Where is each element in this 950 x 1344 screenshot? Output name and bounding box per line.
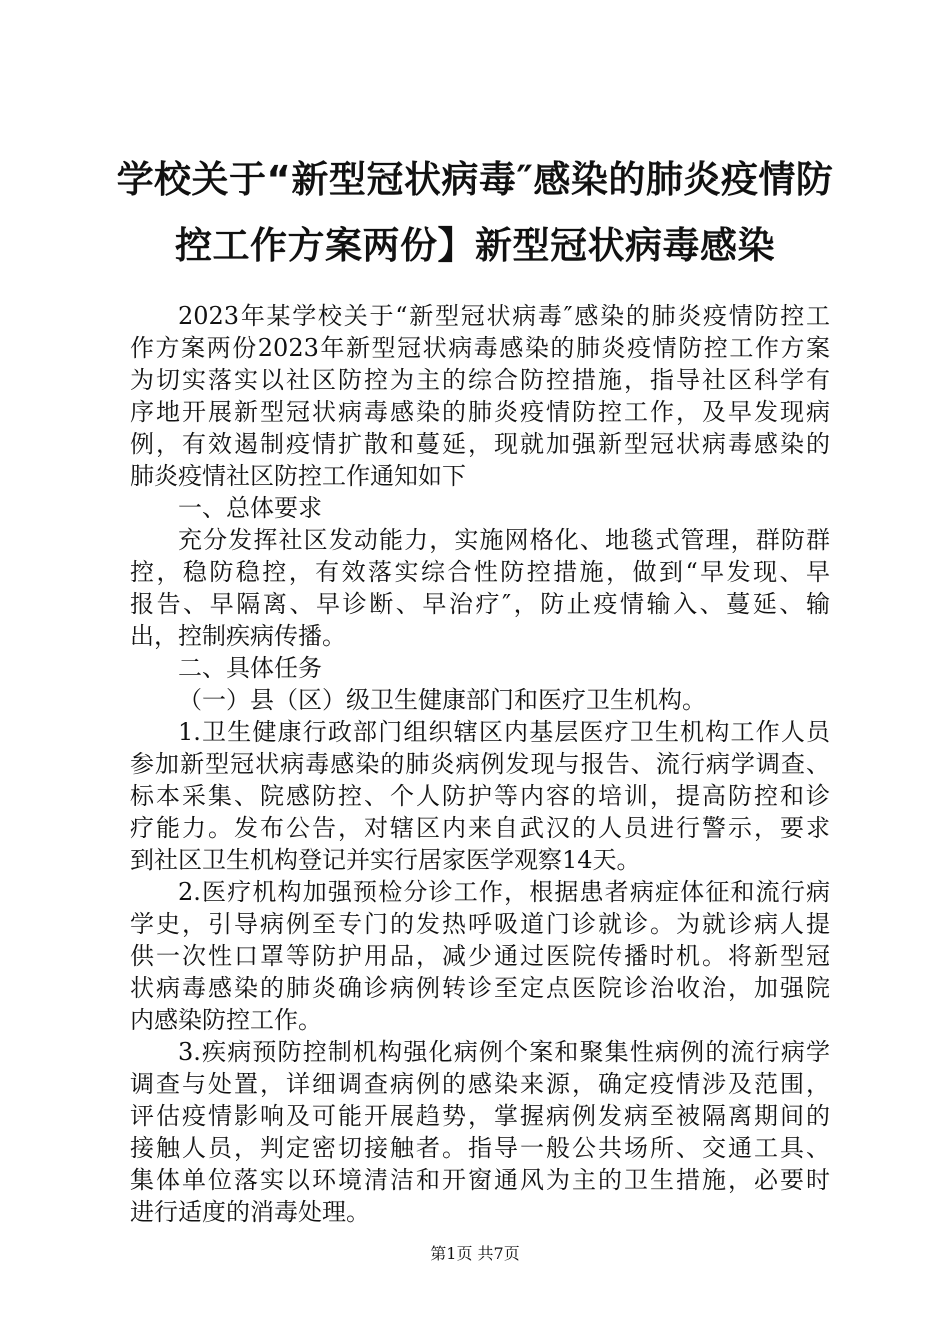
body-line: 集体单位落实以环境清洁和开窗通风为主的卫生措施，必要时 xyxy=(130,1166,830,1194)
body-line: 肺炎疫情社区防控工作通知如下 xyxy=(130,462,466,490)
body-line: 充分发挥社区发动能力，实施网格化、地毯式管理，群防群 xyxy=(178,526,830,554)
body-line: 2023年某学校关于“新型冠状病毒″感染的肺炎疫情防控工 xyxy=(178,302,830,330)
body-line: 序地开展新型冠状病毒感染的肺炎疫情防控工作，及早发现病 xyxy=(130,398,830,426)
body-line: 为切实落实以社区防控为主的综合防控措施，指导社区科学有 xyxy=(130,366,830,394)
body-line: 进行适度的消毒处理。 xyxy=(130,1198,370,1226)
body-line: 到社区卫生机构登记并实行居家医学观察14天。 xyxy=(130,846,641,874)
body-line: 一、总体要求 xyxy=(178,494,322,522)
document-title-line-1: 学校关于“新型冠状病毒″感染的肺炎疫情防 xyxy=(116,158,834,201)
body-line: 学史，引导病例至专门的发热呼吸道门诊就诊。为就诊病人提 xyxy=(130,910,830,938)
body-line: 出，控制疾病传播。 xyxy=(130,622,346,650)
body-line: 评估疫情影响及可能开展趋势，掌握病例发病至被隔离期间的 xyxy=(130,1102,830,1130)
body-line: 参加新型冠状病毒感染的肺炎病例发现与报告、流行病学调查、 xyxy=(130,750,830,778)
body-line: 疗能力。发布公告，对辖区内来自武汉的人员进行警示，要求 xyxy=(130,814,830,842)
document-body xyxy=(130,300,830,1228)
body-line: 供一次性口罩等防护用品，减少通过医院传播时机。将新型冠 xyxy=(130,942,830,970)
body-line: 二、具体任务 xyxy=(178,654,322,682)
body-line: 标本采集、院感防控、个人防护等内容的培训，提高防控和诊 xyxy=(130,782,830,810)
body-line: （一）县（区）级卫生健康部门和医疗卫生机构。 xyxy=(178,686,706,714)
body-line: 接触人员，判定密切接触者。指导一般公共场所、交通工具、 xyxy=(130,1134,830,1162)
body-line: 作方案两份2023年新型冠状病毒感染的肺炎疫情防控工作方案 xyxy=(130,334,830,362)
body-line: 3.疾病预防控制机构强化病例个案和聚集性病例的流行病学 xyxy=(178,1038,830,1066)
body-line: 例，有效遏制疫情扩散和蔓延，现就加强新型冠状病毒感染的 xyxy=(130,430,830,458)
body-line: 报告、早隔离、早诊断、早治疗″，防止疫情输入、蔓延、输 xyxy=(130,590,830,618)
body-line: 状病毒感染的肺炎确诊病例转诊至定点医院诊治收治，加强院 xyxy=(130,974,830,1002)
body-line: 内感染防控工作。 xyxy=(130,1006,322,1034)
body-line: 1.卫生健康行政部门组织辖区内基层医疗卫生机构工作人员 xyxy=(178,718,830,746)
body-line: 控，稳防稳控，有效落实综合性防控措施，做到“早发现、早 xyxy=(130,558,830,586)
document-title-line-2: 控工作方案两份】新型冠状病毒感染 xyxy=(175,224,775,267)
page-footer: 第1页 共7页 xyxy=(430,1244,520,1263)
body-line: 2.医疗机构加强预检分诊工作，根据患者病症体征和流行病 xyxy=(178,878,830,906)
body-line: 调查与处置，详细调查病例的感染来源，确定疫情涉及范围， xyxy=(130,1070,830,1098)
